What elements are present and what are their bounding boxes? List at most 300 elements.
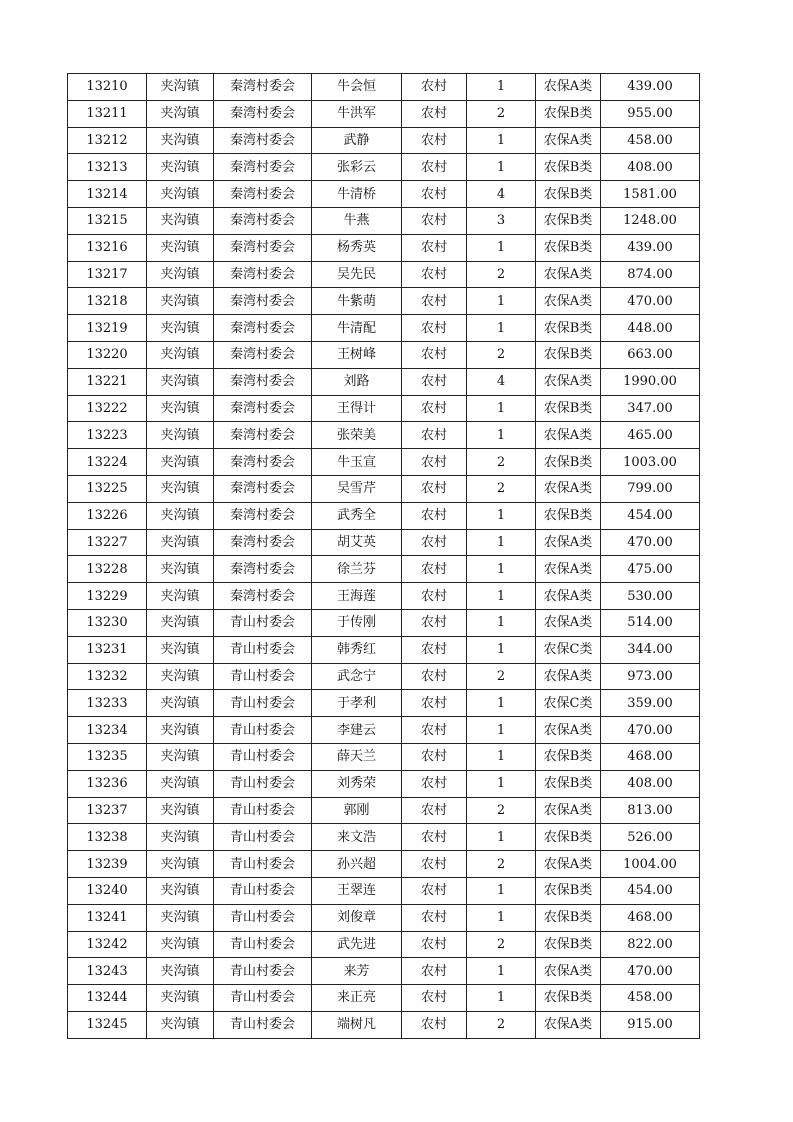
town-cell: 夹沟镇 [147, 502, 214, 529]
household-type-cell: 农村 [402, 449, 467, 476]
member-count-cell: 2 [467, 341, 536, 368]
village-committee-cell: 秦湾村委会 [214, 529, 312, 556]
record-id-cell: 13223 [68, 422, 147, 449]
household-type-cell: 农村 [402, 502, 467, 529]
member-count-cell: 2 [467, 851, 536, 878]
table-row [68, 288, 700, 315]
person-name-cell: 王翠连 [312, 877, 402, 904]
person-name-cell: 牛紫萌 [312, 288, 402, 315]
person-name-cell: 武静 [312, 127, 402, 154]
record-id-cell: 13243 [68, 958, 147, 985]
town-cell: 夹沟镇 [147, 234, 214, 261]
household-type-cell: 农村 [402, 770, 467, 797]
table-row [68, 743, 700, 770]
person-name-cell: 徐兰芬 [312, 556, 402, 583]
record-id-cell: 13238 [68, 824, 147, 851]
insurance-category-cell: 农保B类 [536, 931, 601, 958]
person-name-cell: 郭刚 [312, 797, 402, 824]
amount-cell: 468.00 [601, 904, 700, 931]
member-count-cell: 2 [467, 100, 536, 127]
amount-cell: 955.00 [601, 100, 700, 127]
amount-cell: 1248.00 [601, 207, 700, 234]
member-count-cell: 2 [467, 449, 536, 476]
record-id-cell: 13235 [68, 743, 147, 770]
table-row [68, 583, 700, 610]
village-committee-cell: 青山村委会 [214, 690, 312, 717]
village-committee-cell: 秦湾村委会 [214, 100, 312, 127]
table-row [68, 368, 700, 395]
village-committee-cell: 青山村委会 [214, 931, 312, 958]
insurance-category-cell: 农保B类 [536, 234, 601, 261]
town-cell: 夹沟镇 [147, 556, 214, 583]
table-row [68, 475, 700, 502]
village-committee-cell: 青山村委会 [214, 904, 312, 931]
amount-cell: 813.00 [601, 797, 700, 824]
person-name-cell: 李建云 [312, 717, 402, 744]
household-type-cell: 农村 [402, 368, 467, 395]
member-count-cell: 1 [467, 636, 536, 663]
person-name-cell: 王得计 [312, 395, 402, 422]
town-cell: 夹沟镇 [147, 288, 214, 315]
record-id-cell: 13220 [68, 341, 147, 368]
insurance-category-cell: 农保A类 [536, 797, 601, 824]
village-committee-cell: 秦湾村委会 [214, 422, 312, 449]
record-id-cell: 13210 [68, 74, 147, 101]
insurance-category-cell: 农保B类 [536, 824, 601, 851]
village-committee-cell: 青山村委会 [214, 609, 312, 636]
member-count-cell: 2 [467, 663, 536, 690]
town-cell: 夹沟镇 [147, 315, 214, 342]
person-name-cell: 王海莲 [312, 583, 402, 610]
household-type-cell: 农村 [402, 315, 467, 342]
town-cell: 夹沟镇 [147, 475, 214, 502]
amount-cell: 799.00 [601, 475, 700, 502]
person-name-cell: 武念宁 [312, 663, 402, 690]
insurance-category-cell: 农保A类 [536, 1011, 601, 1038]
town-cell: 夹沟镇 [147, 717, 214, 744]
town-cell: 夹沟镇 [147, 261, 214, 288]
record-id-cell: 13222 [68, 395, 147, 422]
table-row [68, 529, 700, 556]
household-type-cell: 农村 [402, 797, 467, 824]
record-id-cell: 13233 [68, 690, 147, 717]
amount-cell: 530.00 [601, 583, 700, 610]
village-committee-cell: 青山村委会 [214, 743, 312, 770]
town-cell: 夹沟镇 [147, 851, 214, 878]
member-count-cell: 2 [467, 931, 536, 958]
household-type-cell: 农村 [402, 636, 467, 663]
member-count-cell: 1 [467, 609, 536, 636]
insurance-category-cell: 农保A类 [536, 851, 601, 878]
person-name-cell: 牛洪军 [312, 100, 402, 127]
insurance-category-cell: 农保B类 [536, 315, 601, 342]
town-cell: 夹沟镇 [147, 797, 214, 824]
records-table [67, 73, 700, 1039]
person-name-cell: 端树凡 [312, 1011, 402, 1038]
person-name-cell: 于传刚 [312, 609, 402, 636]
table-row [68, 851, 700, 878]
member-count-cell: 4 [467, 181, 536, 208]
person-name-cell: 武先进 [312, 931, 402, 958]
record-id-cell: 13214 [68, 181, 147, 208]
table-row [68, 636, 700, 663]
household-type-cell: 农村 [402, 663, 467, 690]
town-cell: 夹沟镇 [147, 743, 214, 770]
record-id-cell: 13240 [68, 877, 147, 904]
household-type-cell: 农村 [402, 422, 467, 449]
village-committee-cell: 青山村委会 [214, 1011, 312, 1038]
town-cell: 夹沟镇 [147, 609, 214, 636]
town-cell: 夹沟镇 [147, 422, 214, 449]
amount-cell: 458.00 [601, 985, 700, 1012]
amount-cell: 344.00 [601, 636, 700, 663]
insurance-category-cell: 农保A类 [536, 556, 601, 583]
member-count-cell: 1 [467, 770, 536, 797]
member-count-cell: 2 [467, 797, 536, 824]
town-cell: 夹沟镇 [147, 770, 214, 797]
household-type-cell: 农村 [402, 395, 467, 422]
amount-cell: 470.00 [601, 529, 700, 556]
insurance-category-cell: 农保B类 [536, 154, 601, 181]
amount-cell: 526.00 [601, 824, 700, 851]
household-type-cell: 农村 [402, 743, 467, 770]
member-count-cell: 3 [467, 207, 536, 234]
table-row [68, 100, 700, 127]
village-committee-cell: 秦湾村委会 [214, 368, 312, 395]
household-type-cell: 农村 [402, 609, 467, 636]
village-committee-cell: 青山村委会 [214, 636, 312, 663]
amount-cell: 359.00 [601, 690, 700, 717]
town-cell: 夹沟镇 [147, 931, 214, 958]
table-row [68, 449, 700, 476]
town-cell: 夹沟镇 [147, 985, 214, 1012]
village-committee-cell: 青山村委会 [214, 770, 312, 797]
amount-cell: 915.00 [601, 1011, 700, 1038]
insurance-category-cell: 农保B类 [536, 904, 601, 931]
insurance-category-cell: 农保B类 [536, 181, 601, 208]
village-committee-cell: 青山村委会 [214, 824, 312, 851]
amount-cell: 1004.00 [601, 851, 700, 878]
town-cell: 夹沟镇 [147, 904, 214, 931]
town-cell: 夹沟镇 [147, 877, 214, 904]
person-name-cell: 牛燕 [312, 207, 402, 234]
member-count-cell: 1 [467, 958, 536, 985]
household-type-cell: 农村 [402, 904, 467, 931]
member-count-cell: 1 [467, 502, 536, 529]
person-name-cell: 来文浩 [312, 824, 402, 851]
table-row [68, 824, 700, 851]
amount-cell: 468.00 [601, 743, 700, 770]
village-committee-cell: 青山村委会 [214, 851, 312, 878]
village-committee-cell: 秦湾村委会 [214, 207, 312, 234]
member-count-cell: 1 [467, 154, 536, 181]
person-name-cell: 王树峰 [312, 341, 402, 368]
insurance-category-cell: 农保B类 [536, 395, 601, 422]
insurance-category-cell: 农保B类 [536, 985, 601, 1012]
person-name-cell: 孙兴超 [312, 851, 402, 878]
record-id-cell: 13224 [68, 449, 147, 476]
insurance-category-cell: 农保B类 [536, 449, 601, 476]
table-row [68, 315, 700, 342]
village-committee-cell: 秦湾村委会 [214, 556, 312, 583]
insurance-category-cell: 农保A类 [536, 74, 601, 101]
record-id-cell: 13215 [68, 207, 147, 234]
member-count-cell: 1 [467, 877, 536, 904]
village-committee-cell: 秦湾村委会 [214, 449, 312, 476]
town-cell: 夹沟镇 [147, 154, 214, 181]
table-row [68, 422, 700, 449]
amount-cell: 514.00 [601, 609, 700, 636]
table-row [68, 341, 700, 368]
town-cell: 夹沟镇 [147, 583, 214, 610]
member-count-cell: 4 [467, 368, 536, 395]
amount-cell: 347.00 [601, 395, 700, 422]
record-id-cell: 13236 [68, 770, 147, 797]
household-type-cell: 农村 [402, 234, 467, 261]
table-row [68, 74, 700, 101]
person-name-cell: 吴先民 [312, 261, 402, 288]
member-count-cell: 1 [467, 556, 536, 583]
table-row [68, 127, 700, 154]
member-count-cell: 2 [467, 261, 536, 288]
record-id-cell: 13218 [68, 288, 147, 315]
insurance-category-cell: 农保A类 [536, 529, 601, 556]
village-committee-cell: 秦湾村委会 [214, 315, 312, 342]
town-cell: 夹沟镇 [147, 127, 214, 154]
insurance-category-cell: 农保A类 [536, 958, 601, 985]
member-count-cell: 2 [467, 1011, 536, 1038]
person-name-cell: 武秀全 [312, 502, 402, 529]
person-name-cell: 杨秀英 [312, 234, 402, 261]
table-row [68, 154, 700, 181]
amount-cell: 663.00 [601, 341, 700, 368]
table-row [68, 207, 700, 234]
insurance-category-cell: 农保A类 [536, 475, 601, 502]
village-committee-cell: 秦湾村委会 [214, 583, 312, 610]
insurance-category-cell: 农保B类 [536, 100, 601, 127]
insurance-category-cell: 农保A类 [536, 288, 601, 315]
village-committee-cell: 秦湾村委会 [214, 288, 312, 315]
table-row [68, 234, 700, 261]
record-id-cell: 13212 [68, 127, 147, 154]
town-cell: 夹沟镇 [147, 207, 214, 234]
household-type-cell: 农村 [402, 529, 467, 556]
record-id-cell: 13229 [68, 583, 147, 610]
town-cell: 夹沟镇 [147, 663, 214, 690]
table-row [68, 717, 700, 744]
amount-cell: 822.00 [601, 931, 700, 958]
insurance-category-cell: 农保C类 [536, 636, 601, 663]
household-type-cell: 农村 [402, 475, 467, 502]
amount-cell: 470.00 [601, 717, 700, 744]
member-count-cell: 1 [467, 422, 536, 449]
village-committee-cell: 青山村委会 [214, 663, 312, 690]
insurance-category-cell: 农保A类 [536, 368, 601, 395]
insurance-category-cell: 农保B类 [536, 502, 601, 529]
member-count-cell: 1 [467, 824, 536, 851]
household-type-cell: 农村 [402, 100, 467, 127]
table-row [68, 502, 700, 529]
person-name-cell: 来芳 [312, 958, 402, 985]
insurance-category-cell: 农保A类 [536, 609, 601, 636]
record-id-cell: 13245 [68, 1011, 147, 1038]
amount-cell: 1581.00 [601, 181, 700, 208]
household-type-cell: 农村 [402, 958, 467, 985]
person-name-cell: 张荣美 [312, 422, 402, 449]
record-id-cell: 13221 [68, 368, 147, 395]
insurance-category-cell: 农保C类 [536, 690, 601, 717]
member-count-cell: 1 [467, 985, 536, 1012]
record-id-cell: 13216 [68, 234, 147, 261]
member-count-cell: 1 [467, 904, 536, 931]
household-type-cell: 农村 [402, 556, 467, 583]
town-cell: 夹沟镇 [147, 181, 214, 208]
table-row [68, 181, 700, 208]
table-row [68, 556, 700, 583]
household-type-cell: 农村 [402, 851, 467, 878]
member-count-cell: 1 [467, 529, 536, 556]
person-name-cell: 牛清桥 [312, 181, 402, 208]
amount-cell: 470.00 [601, 288, 700, 315]
village-committee-cell: 秦湾村委会 [214, 234, 312, 261]
amount-cell: 454.00 [601, 877, 700, 904]
table-row [68, 770, 700, 797]
household-type-cell: 农村 [402, 877, 467, 904]
household-type-cell: 农村 [402, 154, 467, 181]
record-id-cell: 13237 [68, 797, 147, 824]
table-row [68, 395, 700, 422]
table-row [68, 931, 700, 958]
amount-cell: 874.00 [601, 261, 700, 288]
record-id-cell: 13211 [68, 100, 147, 127]
village-committee-cell: 青山村委会 [214, 958, 312, 985]
person-name-cell: 来正亮 [312, 985, 402, 1012]
person-name-cell: 牛会恒 [312, 74, 402, 101]
insurance-category-cell: 农保B类 [536, 877, 601, 904]
member-count-cell: 1 [467, 690, 536, 717]
record-id-cell: 13217 [68, 261, 147, 288]
records-table-body [68, 74, 700, 1039]
person-name-cell: 韩秀红 [312, 636, 402, 663]
village-committee-cell: 秦湾村委会 [214, 341, 312, 368]
insurance-category-cell: 农保A类 [536, 663, 601, 690]
amount-cell: 475.00 [601, 556, 700, 583]
household-type-cell: 农村 [402, 824, 467, 851]
household-type-cell: 农村 [402, 181, 467, 208]
member-count-cell: 1 [467, 743, 536, 770]
amount-cell: 1990.00 [601, 368, 700, 395]
record-id-cell: 13213 [68, 154, 147, 181]
town-cell: 夹沟镇 [147, 100, 214, 127]
town-cell: 夹沟镇 [147, 958, 214, 985]
amount-cell: 448.00 [601, 315, 700, 342]
insurance-category-cell: 农保A类 [536, 422, 601, 449]
town-cell: 夹沟镇 [147, 690, 214, 717]
household-type-cell: 农村 [402, 288, 467, 315]
insurance-category-cell: 农保B类 [536, 770, 601, 797]
record-id-cell: 13231 [68, 636, 147, 663]
insurance-category-cell: 农保A类 [536, 261, 601, 288]
town-cell: 夹沟镇 [147, 74, 214, 101]
table-row [68, 663, 700, 690]
person-name-cell: 刘路 [312, 368, 402, 395]
amount-cell: 408.00 [601, 154, 700, 181]
town-cell: 夹沟镇 [147, 1011, 214, 1038]
table-row [68, 609, 700, 636]
town-cell: 夹沟镇 [147, 341, 214, 368]
person-name-cell: 牛清配 [312, 315, 402, 342]
record-id-cell: 13230 [68, 609, 147, 636]
village-committee-cell: 秦湾村委会 [214, 475, 312, 502]
record-id-cell: 13228 [68, 556, 147, 583]
amount-cell: 439.00 [601, 74, 700, 101]
person-name-cell: 牛玉宣 [312, 449, 402, 476]
table-row [68, 904, 700, 931]
table-row [68, 877, 700, 904]
amount-cell: 454.00 [601, 502, 700, 529]
household-type-cell: 农村 [402, 690, 467, 717]
member-count-cell: 1 [467, 234, 536, 261]
person-name-cell: 刘俊章 [312, 904, 402, 931]
town-cell: 夹沟镇 [147, 529, 214, 556]
table-row [68, 797, 700, 824]
town-cell: 夹沟镇 [147, 449, 214, 476]
amount-cell: 458.00 [601, 127, 700, 154]
household-type-cell: 农村 [402, 1011, 467, 1038]
insurance-category-cell: 农保A类 [536, 717, 601, 744]
amount-cell: 973.00 [601, 663, 700, 690]
insurance-category-cell: 农保A类 [536, 127, 601, 154]
member-count-cell: 1 [467, 395, 536, 422]
record-id-cell: 13234 [68, 717, 147, 744]
record-id-cell: 13239 [68, 851, 147, 878]
household-type-cell: 农村 [402, 985, 467, 1012]
amount-cell: 408.00 [601, 770, 700, 797]
town-cell: 夹沟镇 [147, 824, 214, 851]
town-cell: 夹沟镇 [147, 368, 214, 395]
member-count-cell: 1 [467, 717, 536, 744]
village-committee-cell: 秦湾村委会 [214, 154, 312, 181]
household-type-cell: 农村 [402, 261, 467, 288]
member-count-cell: 1 [467, 583, 536, 610]
person-name-cell: 张彩云 [312, 154, 402, 181]
record-id-cell: 13219 [68, 315, 147, 342]
insurance-category-cell: 农保A类 [536, 583, 601, 610]
table-row [68, 690, 700, 717]
village-committee-cell: 秦湾村委会 [214, 261, 312, 288]
person-name-cell: 刘秀荣 [312, 770, 402, 797]
record-id-cell: 13232 [68, 663, 147, 690]
household-type-cell: 农村 [402, 931, 467, 958]
person-name-cell: 于孝利 [312, 690, 402, 717]
town-cell: 夹沟镇 [147, 636, 214, 663]
table-row [68, 958, 700, 985]
amount-cell: 439.00 [601, 234, 700, 261]
household-type-cell: 农村 [402, 341, 467, 368]
village-committee-cell: 秦湾村委会 [214, 181, 312, 208]
amount-cell: 1003.00 [601, 449, 700, 476]
record-id-cell: 13226 [68, 502, 147, 529]
village-committee-cell: 秦湾村委会 [214, 502, 312, 529]
person-name-cell: 胡艾英 [312, 529, 402, 556]
insurance-category-cell: 农保B类 [536, 743, 601, 770]
member-count-cell: 2 [467, 475, 536, 502]
table-row [68, 1011, 700, 1038]
record-id-cell: 13225 [68, 475, 147, 502]
record-id-cell: 13227 [68, 529, 147, 556]
member-count-cell: 1 [467, 74, 536, 101]
household-type-cell: 农村 [402, 127, 467, 154]
